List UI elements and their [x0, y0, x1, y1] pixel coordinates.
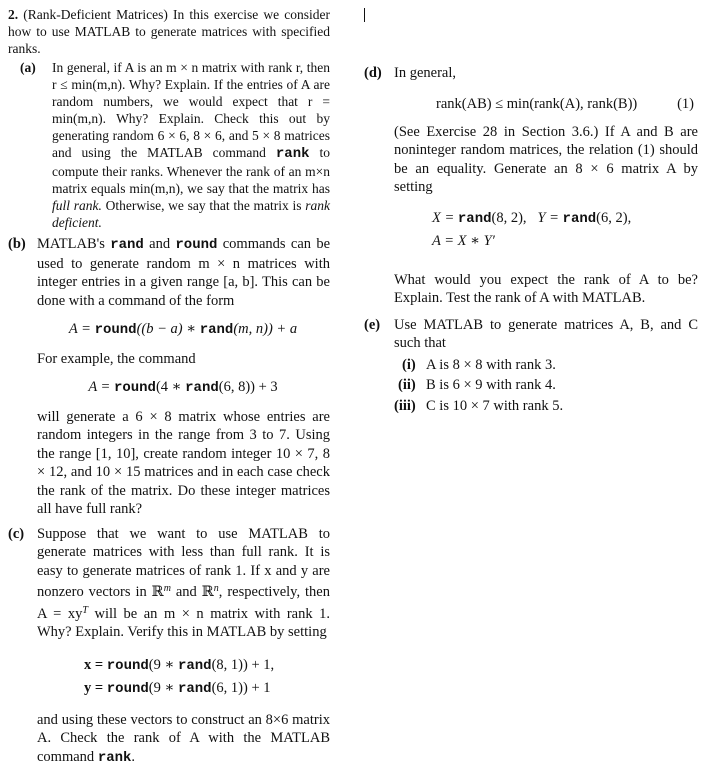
- part-b-label: (b): [8, 235, 26, 254]
- part-c-label: (c): [8, 525, 24, 544]
- part-c-text-3: and using these vectors to construct an 8×6 matrix A. Check the rank of A with the MATLAB command rank.: [37, 711, 330, 767]
- part-e-text-1: Use MATLAB to generate matrices A, B, and C such that: [394, 317, 698, 352]
- part-d-text-3: What would you expect the rank of A to be? Explain. Test the rank of A with MATLAB.: [394, 271, 698, 308]
- list-item: (ii) B is 6 × 9 with rank 4.: [398, 376, 698, 395]
- part-a-rank-deficient: rank deficient.: [52, 198, 330, 230]
- problem-intro-text: (Rank-Deficient Matrices) In this exercise we consider how to use MATLAB to generate matrices with specified ranks.: [8, 7, 330, 56]
- equation-c1: x = round(9 ∗ rand(8, 1)) + 1,: [8, 656, 330, 676]
- part-e-list: [398, 356, 698, 416]
- part-a-text-3: Otherwise, we say that the matrix is: [106, 198, 302, 213]
- part-c: (c) Suppose that we want to use MATLAB to generate matrices with less than full rank. It is easy to generate matrices of rank 1. If x and y are nonzero vectors in ℝ$^m$ and ℝ$^n$, respectively, then $A = xy^T$ will be an m × n matrix with rank 1. Why? Explain. Verify this in MATLAB by setting: [37, 525, 330, 642]
- part-c-rank-cmd: rank: [98, 750, 132, 766]
- equation-number: (1): [677, 95, 694, 114]
- part-b-text-1: MATLAB's: [37, 236, 105, 252]
- part-a: [52, 59, 330, 231]
- part-b-example-intro: For example, the command: [37, 350, 330, 369]
- problem-intro: [8, 6, 330, 57]
- part-a-text-1: In general, if A is an m × n matrix with rank r, then r ≤ min(m,n). Why? Explain. If the entries of A are random numbers, we would expect that r = min(m,n). Why? Explain. Check this out by generating random 6 × 6, 8 × 6, and 5 × 8 matrices and using the MATLAB command: [52, 60, 330, 160]
- part-b-text-4: will generate a 6 × 8 matrix whose entries are random integers in the range from 3 to 7. Using the range [1, 10], create random integer 10 × 7, 8 × 12, and 10 × 15 matrices and in each case check the rank of the matrix. Do these integer matrices all have full rank?: [37, 408, 330, 519]
- part-b: [37, 235, 330, 310]
- part-a-label: (a): [20, 59, 36, 76]
- part-a-text-2: to compute their ranks. Whenever the rank of an m×n matrix equals min(m,n), we say that the matrix has: [52, 145, 330, 196]
- left-column: [8, 0, 330, 767]
- equation-d1: rank(AB) ≤ min(rank(A), rank(B)) (1): [364, 95, 698, 113]
- equation-c2: y = round(9 ∗ rand(6, 1)) + 1: [8, 679, 330, 699]
- part-e: [394, 316, 698, 353]
- part-b-text-2: and: [149, 236, 170, 252]
- part-d-label: (d): [364, 64, 382, 83]
- part-c-text-2: will be an m × n matrix with rank 1. Why? Explain. Verify this in MATLAB by setting: [37, 606, 330, 641]
- equation-d2: X = rand(8, 2), Y = rand(6, 2),: [364, 209, 698, 229]
- list-item: (iii) C is 10 × 7 with rank 5.: [398, 397, 698, 416]
- part-a-full-rank: full rank.: [52, 198, 102, 213]
- equation-d3: A = X ∗ Y′: [364, 232, 698, 251]
- part-b-round-cmd: round: [175, 237, 217, 253]
- part-d-text-1: In general,: [394, 65, 456, 81]
- equation-b1: A = round((b − a) ∗ rand(m, n)) + a: [8, 320, 330, 340]
- equation-b2: A = round(4 ∗ rand(6, 8)) + 3: [8, 378, 330, 398]
- part-a-rank-cmd: rank: [276, 146, 310, 162]
- part-c-text-1: Suppose that we want to use MATLAB to generate matrices with less than full rank. It is easy to generate matrices of rank 1. If x and y are nonzero vectors in ℝ: [37, 526, 330, 601]
- part-b-rand-cmd: rand: [110, 237, 144, 253]
- problem-number: 2.: [8, 7, 18, 22]
- part-e-label: (e): [364, 316, 380, 335]
- part-d: [394, 64, 698, 83]
- part-b-text-3: commands can be used to generate random m × n matrices with integer entries in a given range [a, b]. This can be done with a command of the form: [37, 236, 330, 309]
- list-item: (i) A is 8 × 8 with rank 3.: [398, 356, 698, 375]
- part-d-text-2: (See Exercise 28 in Section 3.6.) If A and B are noninteger random matrices, the relation (1) should be an equality. Generate an 8 × 6 matrix A by setting: [394, 123, 698, 197]
- right-column: [364, 0, 698, 415]
